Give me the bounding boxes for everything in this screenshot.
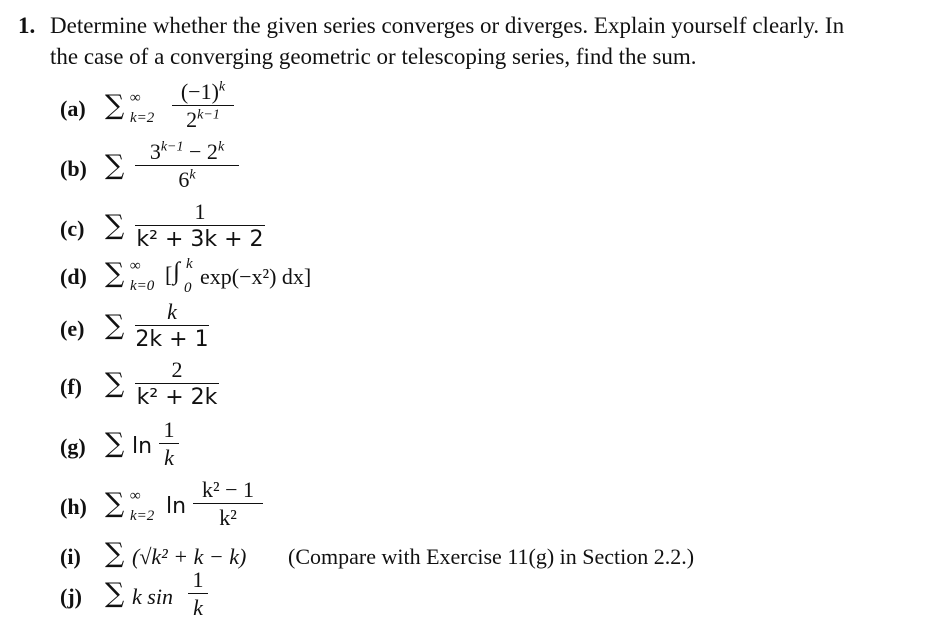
numerator-a-base: (−1) <box>180 79 219 104</box>
part-label-c: (c) <box>60 216 85 241</box>
part-a <box>60 80 360 136</box>
part-d <box>60 258 380 298</box>
denominator-a-exp: k−1 <box>197 107 220 123</box>
denominator-g-var: k <box>164 445 174 470</box>
part-label-e: (e) <box>60 316 85 341</box>
sum-e <box>105 310 124 341</box>
numerator-j: 1 <box>192 567 204 592</box>
part-c <box>60 200 360 256</box>
sum-g <box>105 428 124 459</box>
part-g <box>60 418 360 474</box>
fraction-bar-f <box>135 383 219 384</box>
denominator-c: k² + 3k + 2 <box>136 227 264 252</box>
part-label-g: (g) <box>60 434 86 459</box>
denominator-a-base: 2 <box>186 107 198 132</box>
sum-f <box>105 368 124 399</box>
integrand-d: exp(−x²) dx] <box>200 264 312 289</box>
fraction-f <box>135 358 219 410</box>
part-j <box>60 568 360 624</box>
integral-symbol: ∫ <box>173 258 180 285</box>
sum-upper-a: ∞ <box>130 90 141 106</box>
part-e <box>60 300 360 356</box>
part-label-i: (i) <box>60 544 81 569</box>
part-label-b: (b) <box>60 156 87 181</box>
fraction-a <box>172 80 234 132</box>
sigma-symbol: ∑ <box>105 90 125 121</box>
problem-line-1 <box>18 10 948 41</box>
fraction-b <box>135 140 239 192</box>
denominator-g <box>159 446 179 470</box>
fraction-h <box>193 478 263 530</box>
numerator-f: 2 <box>171 357 183 382</box>
part-h <box>60 478 360 534</box>
sum-a <box>105 90 124 121</box>
numerator-b-base: 3 <box>149 139 161 164</box>
problem-text-1: Determine whether the given series converges or diverges. Explain yourself clearly. In <box>50 13 845 38</box>
sum-d <box>105 258 124 289</box>
denominator-b-base: 6 <box>178 167 190 192</box>
numerator-e <box>135 300 209 324</box>
sum-lower-a: k=2 <box>130 110 155 126</box>
sum-upper-h: ∞ <box>130 488 141 504</box>
expr-j: k sin <box>132 584 173 609</box>
note-i: (Compare with Exercise 11(g) in Section 2.2.) <box>288 544 695 569</box>
part-f <box>60 358 360 414</box>
sigma-symbol: ∑ <box>105 258 125 289</box>
sum-lower-h: k=2 <box>130 508 155 524</box>
numerator-b <box>135 140 239 164</box>
fraction-bar-a <box>172 105 234 106</box>
problem-number: 1. <box>18 13 36 38</box>
fraction-bar-c <box>135 225 265 226</box>
sigma-symbol: ∑ <box>105 368 125 399</box>
denominator-a <box>172 108 234 132</box>
part-label-f: (f) <box>60 374 82 399</box>
fraction-e <box>135 300 209 352</box>
part-label-h: (h) <box>60 494 87 519</box>
sum-j <box>105 578 124 609</box>
denominator-j <box>188 596 208 620</box>
fraction-bar-e <box>135 325 209 326</box>
sum-lower-d: k=0 <box>130 278 155 294</box>
integral-upper: k <box>186 256 193 272</box>
fraction-j <box>188 568 208 620</box>
denominator-e: 2k + 1 <box>135 327 209 352</box>
sigma-symbol: ∑ <box>105 538 125 569</box>
numerator-b-exp1: k−1 <box>160 139 184 155</box>
numerator-b-exp2: k <box>217 139 225 155</box>
sigma-symbol: ∑ <box>105 310 125 341</box>
part-label-a: (a) <box>60 96 86 121</box>
part-label-j: (j) <box>60 584 82 609</box>
fraction-c <box>135 200 265 252</box>
fraction-bar-b <box>135 165 239 166</box>
numerator-c: 1 <box>194 199 206 224</box>
numerator-h: k² − 1 <box>201 477 254 502</box>
expr-i: (√k² + k − k) <box>132 544 247 569</box>
sigma-symbol: ∑ <box>105 488 125 519</box>
part-i <box>60 538 940 572</box>
numerator-a <box>172 80 234 104</box>
sigma-symbol: ∑ <box>105 578 125 609</box>
fraction-bar-g <box>159 443 179 444</box>
sum-upper-d: ∞ <box>130 258 141 274</box>
numerator-e-var: k <box>167 299 177 324</box>
numerator-b-mid: − 2 <box>183 139 218 164</box>
sigma-symbol: ∑ <box>105 210 125 241</box>
denominator-j-var: k <box>193 595 203 620</box>
fraction-bar-j <box>188 593 208 594</box>
denominator-h: k² <box>219 505 237 530</box>
part-label-d: (d) <box>60 264 87 289</box>
sigma-symbol: ∑ <box>105 150 125 181</box>
problem-statement <box>18 10 948 72</box>
part-b <box>60 140 360 196</box>
bracket-open: [ <box>165 262 173 287</box>
denominator-b-exp: k <box>189 167 196 183</box>
numerator-g: 1 <box>163 417 175 442</box>
problem-line-2: the case of a converging geometric or telescoping series, find the sum. <box>50 44 697 69</box>
denominator-f: k² + 2k <box>136 385 218 410</box>
sum-i <box>105 538 124 569</box>
fraction-g <box>159 418 179 470</box>
denominator-b <box>135 168 239 192</box>
ln-h: ln <box>166 494 187 519</box>
fraction-bar-h <box>193 503 263 504</box>
numerator-a-exp: k <box>218 79 226 95</box>
integral-lower: 0 <box>184 280 192 296</box>
sum-c <box>105 210 124 241</box>
sigma-symbol: ∑ <box>105 428 125 459</box>
sum-b <box>105 150 124 181</box>
ln-g: ln <box>132 434 153 459</box>
sum-h <box>105 488 124 519</box>
